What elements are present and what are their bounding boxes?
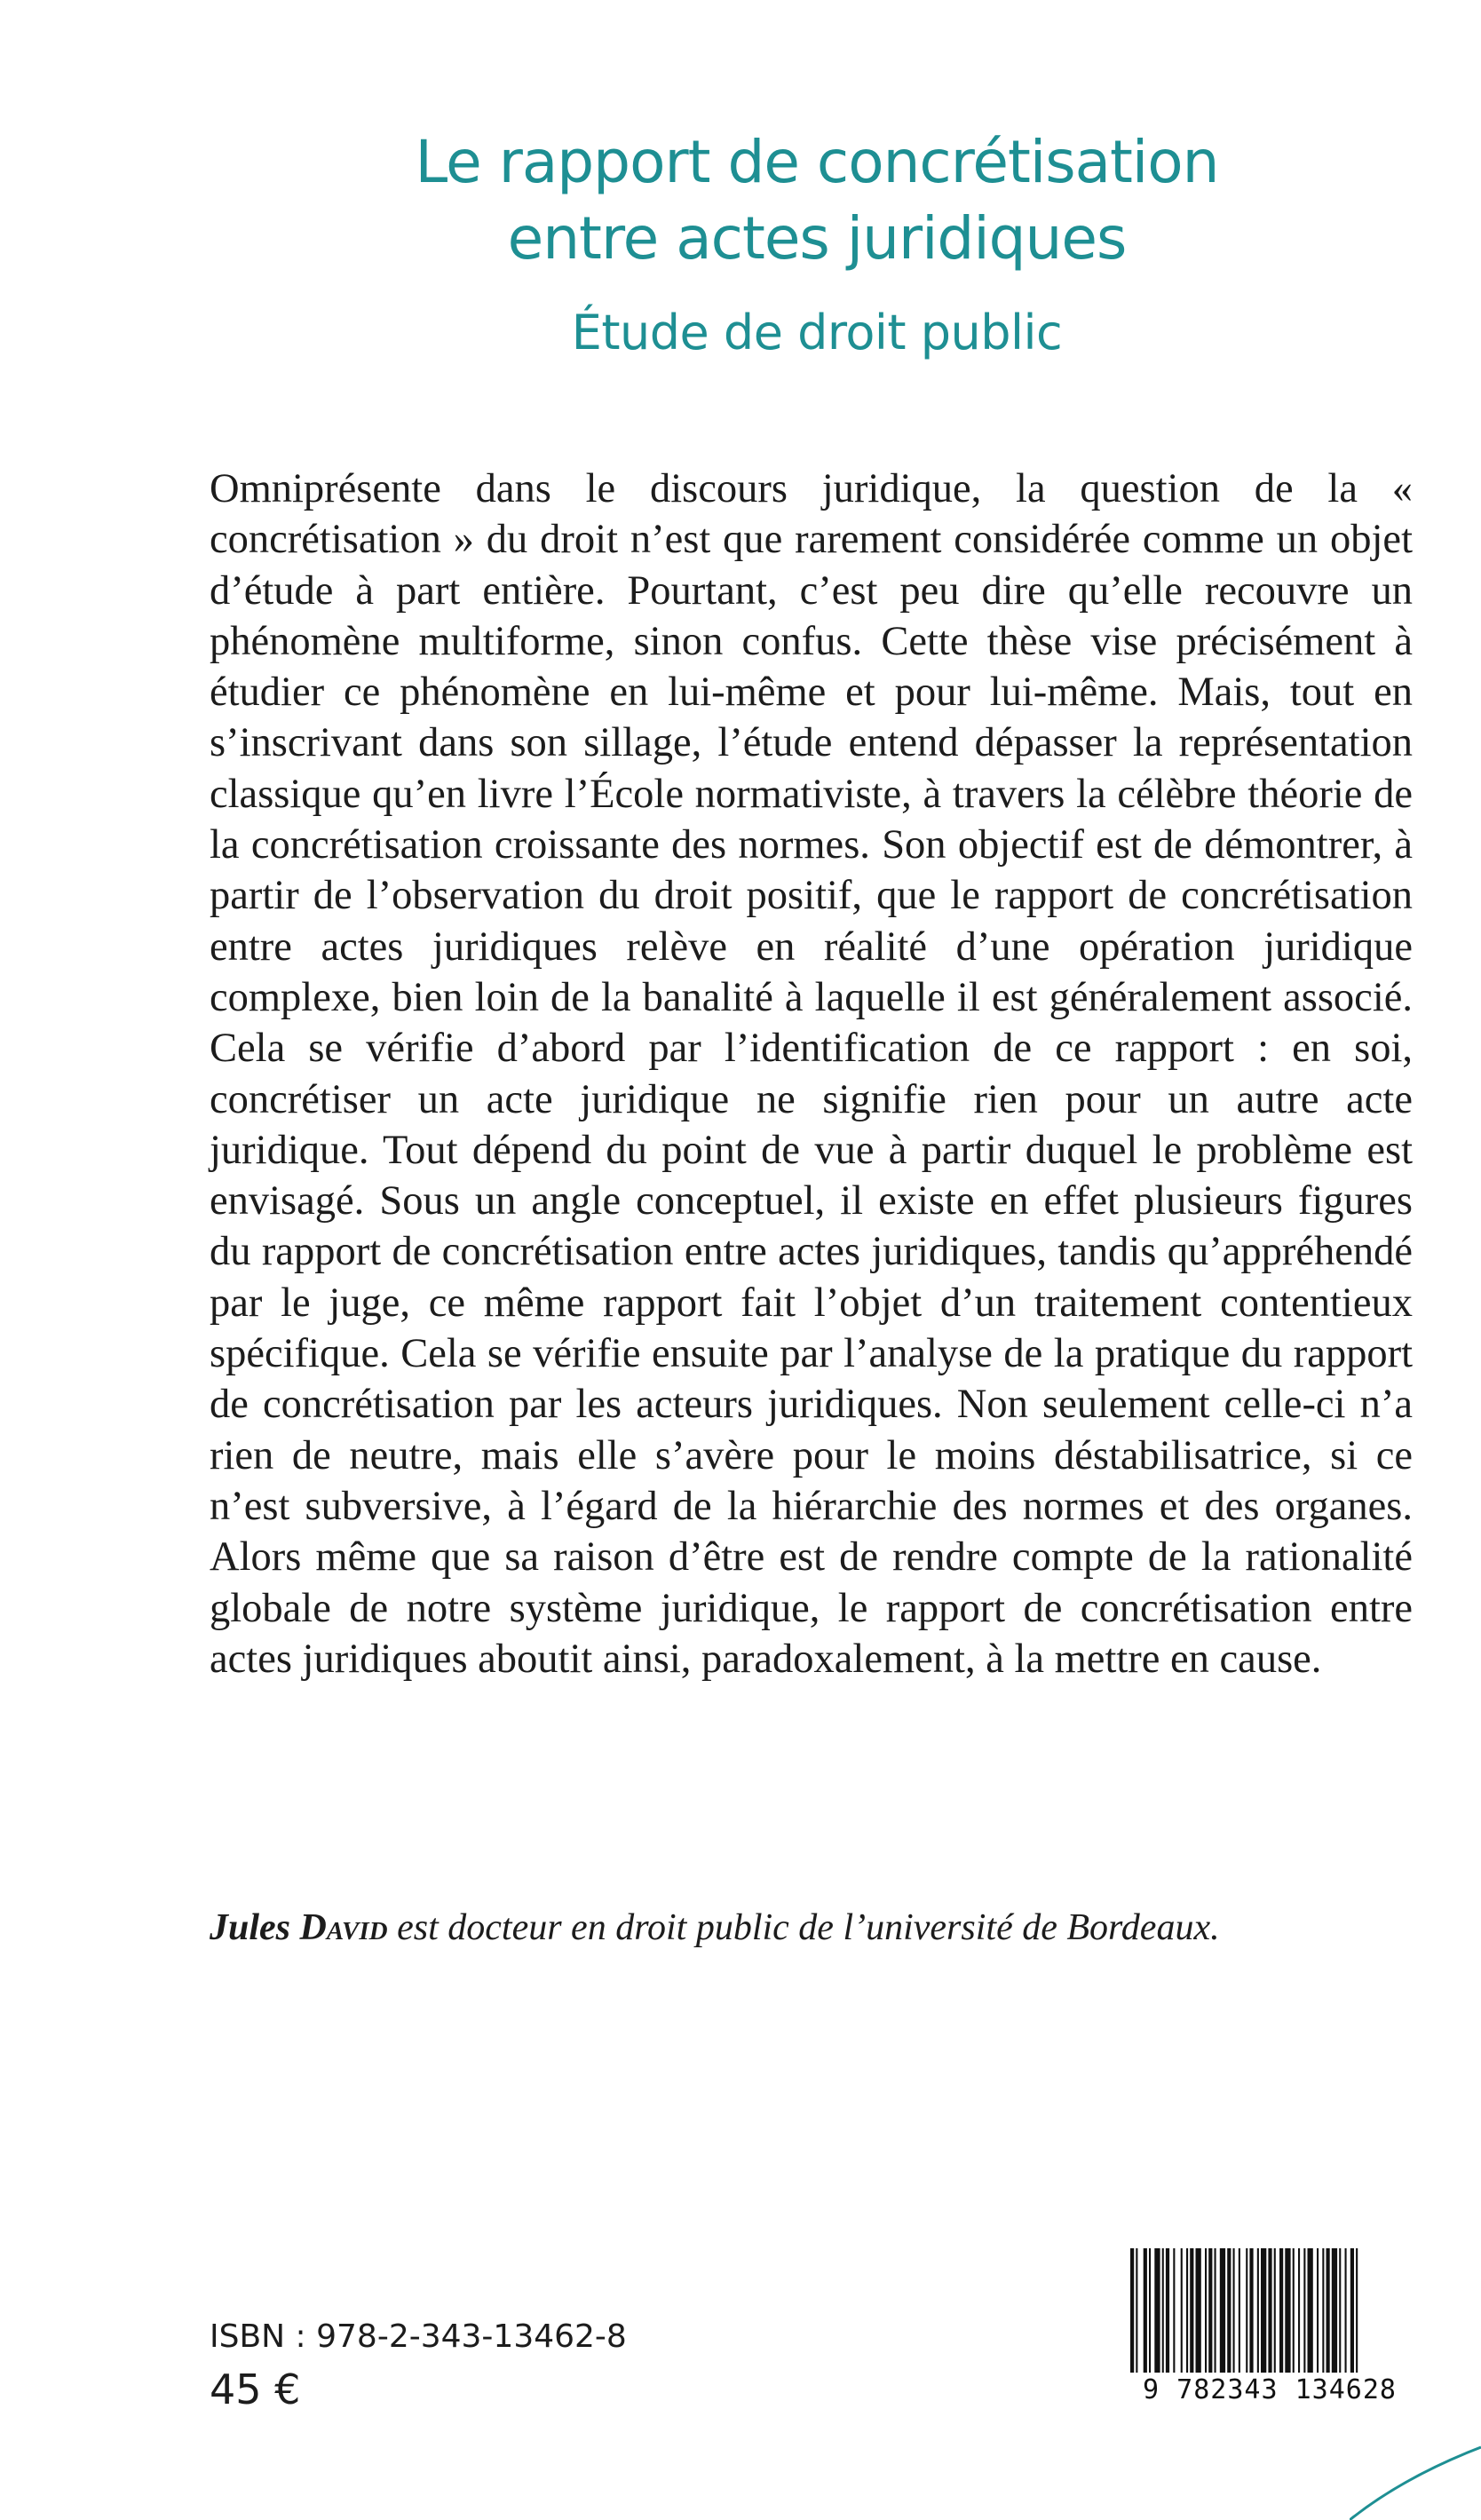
barcode-bar [1196,2248,1201,2374]
barcode-bar [1215,2248,1216,2374]
barcode-bar [1181,2248,1183,2374]
barcode-bar [1261,2248,1266,2374]
barcode-bar [1144,2248,1147,2374]
barcode-bar [1322,2248,1324,2374]
barcode-bar [1166,2248,1169,2374]
barcode-bar [1279,2248,1283,2374]
barcode-bar [1154,2248,1160,2374]
barcode-bar [1308,2248,1313,2374]
barcode-bar [1190,2248,1193,2374]
barcode-bar [1220,2248,1225,2374]
barcode-bar [1293,2248,1295,2374]
title-line-2: entre actes juridiques [507,204,1127,273]
author-note [210,1903,1417,1953]
barcode-bar [1208,2248,1212,2374]
barcode-bar [1332,2248,1337,2374]
title-block [284,124,1350,364]
barcode-bar [1227,2248,1231,2374]
barcode-bars [1125,2245,1414,2378]
barcode-bar [1239,2248,1240,2374]
author-last-name: David [299,1907,388,1948]
barcode-bar [1268,2248,1271,2374]
barcode-bar [1345,2248,1347,2374]
corner-decoration [1350,2442,1481,2520]
barcode-bar [1356,2248,1358,2374]
barcode-bar [1205,2248,1207,2374]
price: 45 € [210,2365,301,2413]
barcode-bar [1317,2248,1319,2374]
back-cover-blurb: Omniprésente dans le discours juridique, la question de la « concrétisation » du droit n’est que rarement considérée comme un objet d’étude à part entière. Pourtant, c’est peu dire qu’elle recouvre un phénomène multiforme, sinon confus. Cette thèse vise précisément à étudier ce phénomène en lui-même et pour lui-même. Mais, tout en s’inscrivant dans son sillage, l’étude entend dépasser la représentation classique qu’en livre l’École normativiste, à travers la célèbre théorie de la concrétisation croissante des normes. Son objectif est de démontrer, à partir de l’observation du droit positif, que le rapport de concrétisation entre actes juridiques relève en réalité d’une opération juridique complexe, bien loin de la banalité à laquelle il est généralement associé. Cela se vérifie d’abord par l’identification de ce rapport : en soi, concrétiser un acte juridique ne signifie rien pour un autre acte juridique. Tout dépend du point de vue à partir duquel le problème est envisagé. Sous un angle conceptuel, il existe en effet plusieurs figures du rapport de concrétisation entre actes juridiques, tandis qu’appréhendé par le juge, ce même rapport fait l’objet d’un traitement contentieux spécifique. Cela se vérifie ensuite par l’analyse de la pratique du rapport de concrétisation par les acteurs juridiques. Non seulement celle-ci n’a rien de neutre, mais elle s’avère pour le moins déstabilisatrice, si ce n’est subversive, à l’égard de la hiérarchie des normes et des organes. Alors même que sa raison d’être est de rendre compte de la rationalité globale de notre système juridique, le rapport de concrétisation entre actes juridiques aboutit ainsi, paradoxalement, à la mettre en cause. [210,466,1413,1682]
barcode-bar [1233,2248,1235,2374]
barcode-bar [1130,2248,1134,2374]
barcode-bar [1173,2248,1175,2374]
barcode-bar [1303,2248,1305,2374]
barcode-bar [1285,2248,1290,2374]
barcode-bar [1162,2248,1164,2374]
barcode-bar [1257,2248,1259,2374]
author-bio: est docteur en droit public de l’université de Bordeaux. [397,1907,1220,1948]
barcode-bar [1136,2248,1137,2374]
barcode-bar [1149,2248,1151,2374]
barcode-bar [1246,2248,1247,2374]
barcode-bar [1186,2248,1188,2374]
barcode-bar [1274,2248,1276,2374]
barcode-bar [1249,2248,1253,2374]
isbn: ISBN : 978-2-343-13462-8 [210,2318,627,2355]
barcode-bar [1350,2248,1354,2374]
subtitle: Étude de droit public [571,305,1063,361]
barcode-bar [1327,2248,1330,2374]
barcode-bar [1339,2248,1341,2374]
barcode-bar [1298,2248,1300,2374]
title-line-1: Le rapport de concrétisation [415,128,1219,196]
barcode-digits: 9 782343 134628 [1125,2373,1414,2408]
author-first-name: Jules [210,1907,291,1948]
